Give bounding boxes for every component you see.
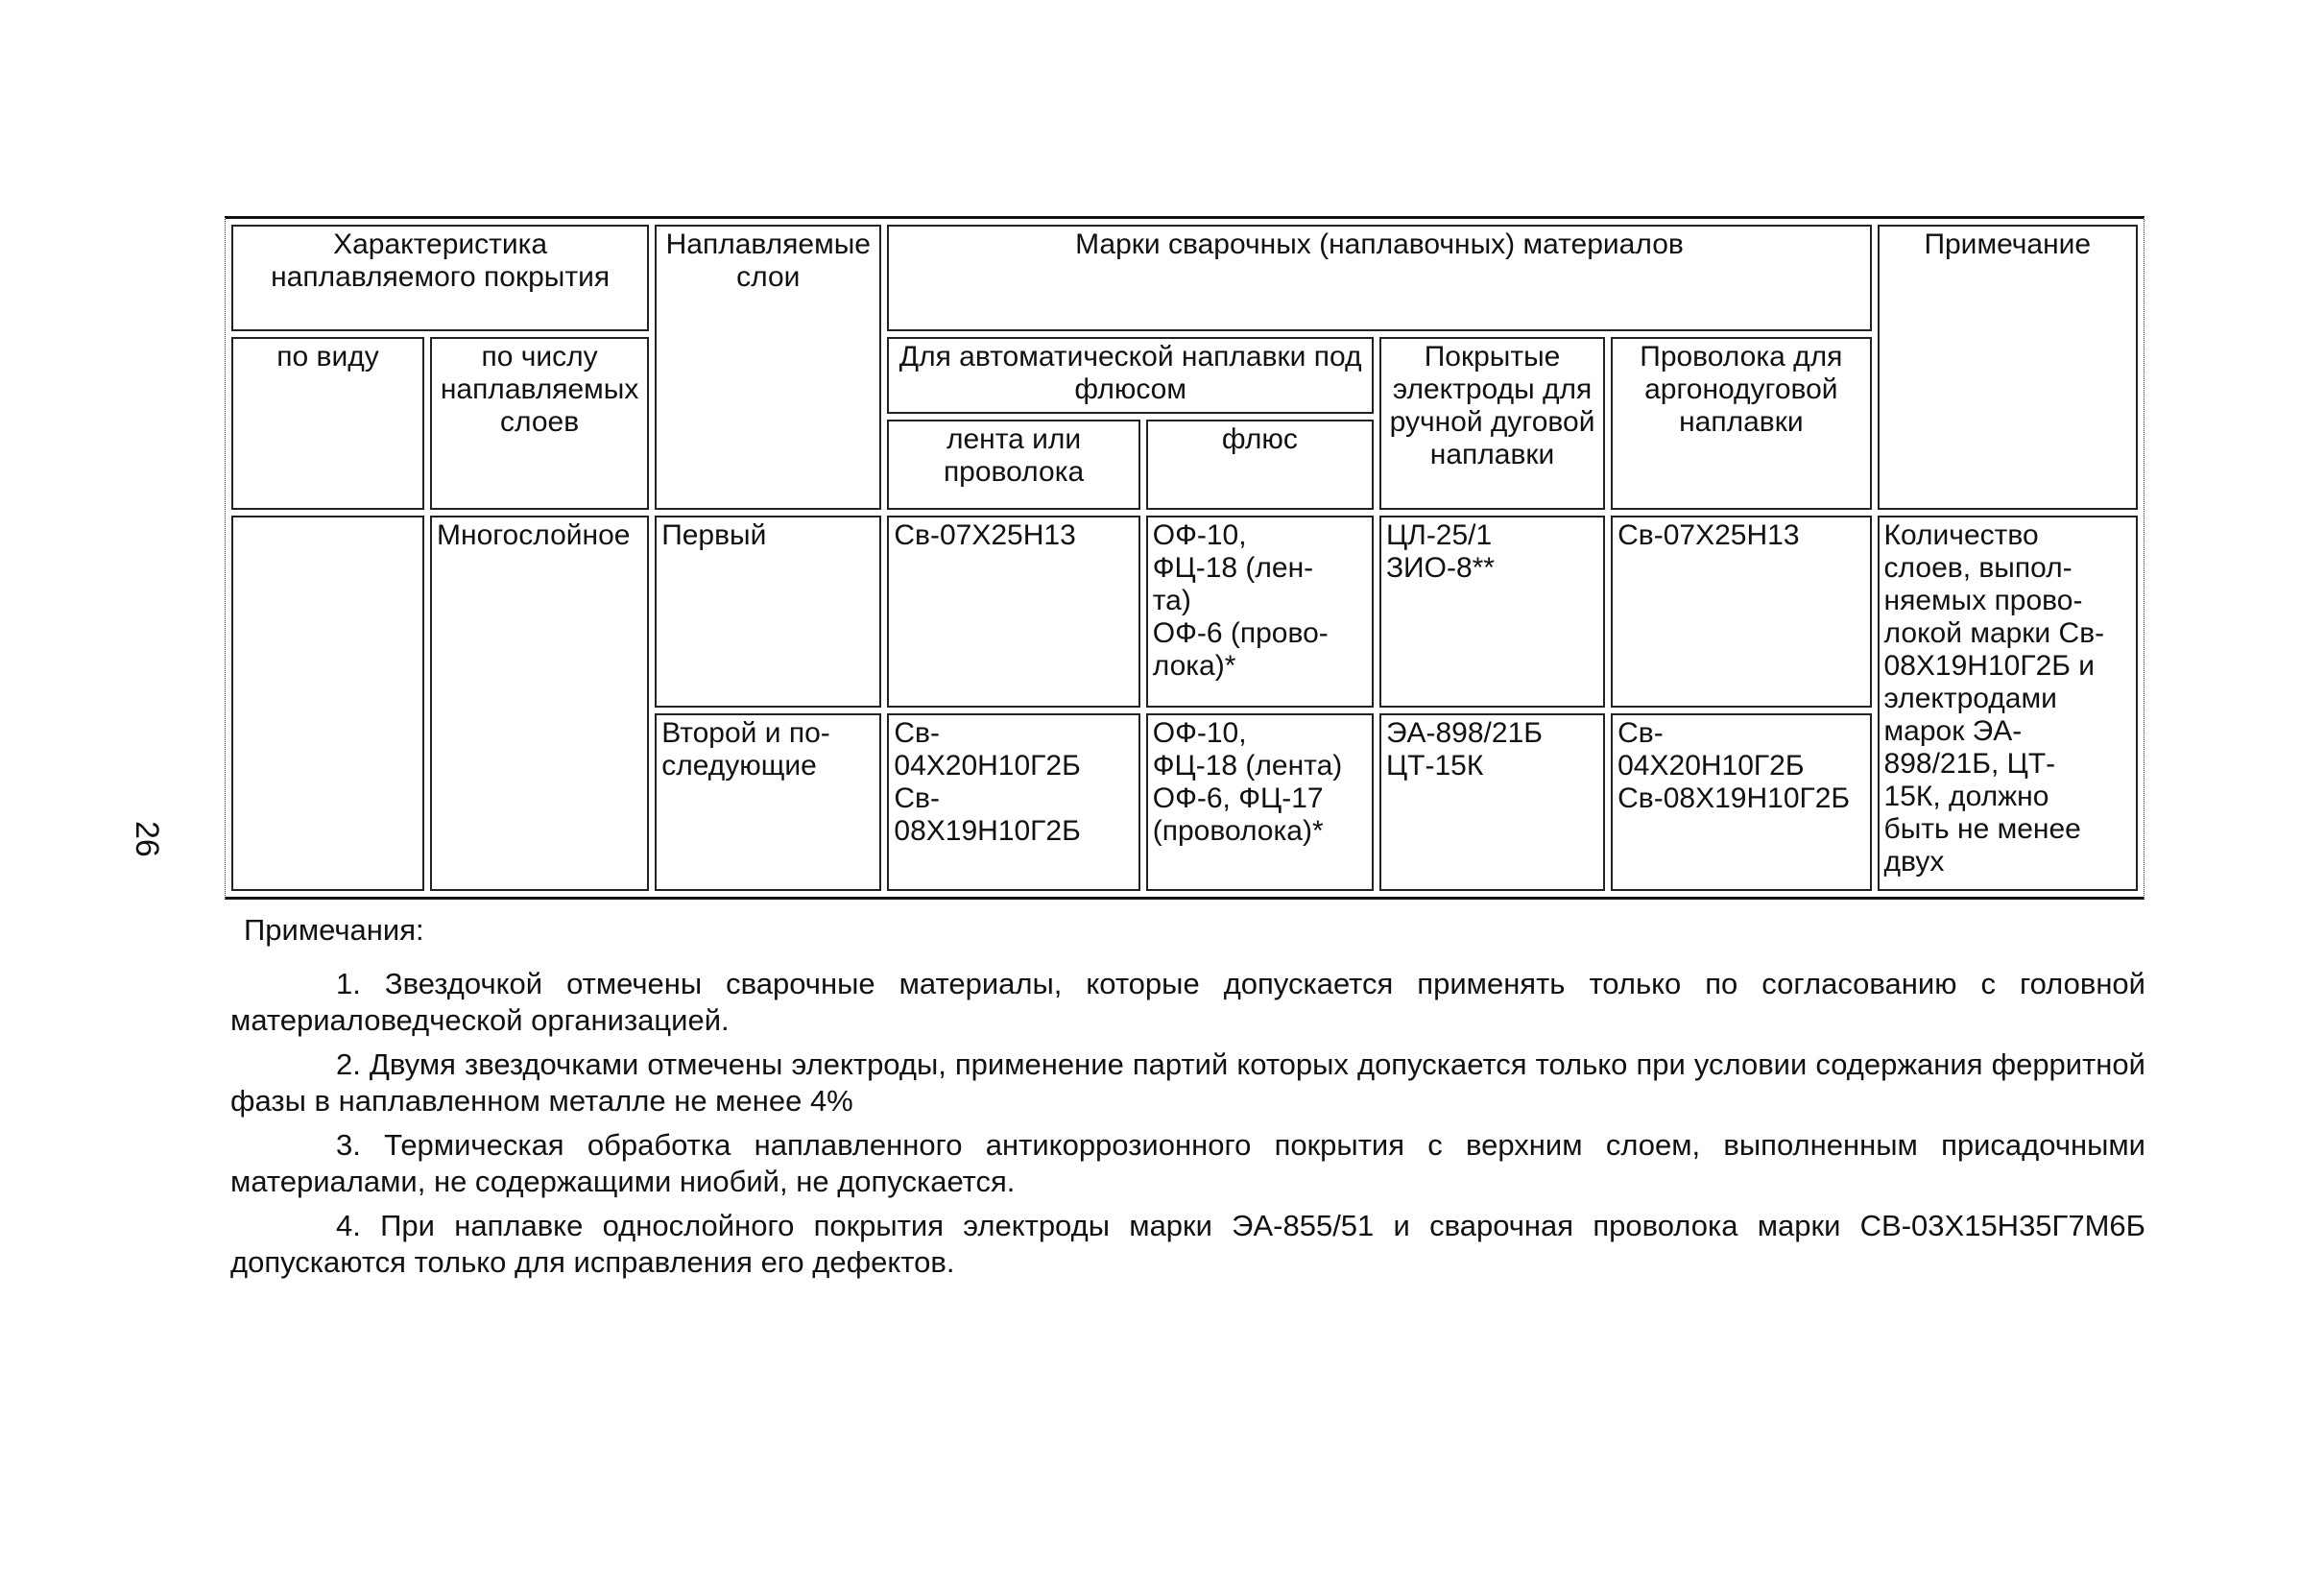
line: электродами xyxy=(1883,682,2057,714)
line: Количество xyxy=(1883,518,2039,551)
line: 898/21Б, ЦТ- xyxy=(1883,747,2056,780)
line: ОФ-6 (прово- xyxy=(1152,616,1329,649)
line: ФЦ-18 (лен- xyxy=(1152,551,1314,584)
header-by-type: по виду xyxy=(231,337,424,510)
cell-second-strip xyxy=(887,713,1139,891)
header-materials: Марки сварочных (наплавочных) материалов xyxy=(887,225,1871,331)
line: марок ЭА- xyxy=(1883,714,2023,747)
note-item-4: 4. При наплавке однослойного покрытия электроды марки ЭА-855/51 и сварочная проволока марки СВ-03Х15Н35Г7М6Б допускаются только для исправления его дефектов. xyxy=(230,1209,2145,1279)
line: лока)* xyxy=(1152,649,1236,682)
notes-heading: Примечания: xyxy=(244,913,424,947)
cell-second-electrodes xyxy=(1379,713,1605,891)
note-item-2: 2. Двумя звездочками отмечены электроды, применение партий которых допускается только при условии содержания ферритной фазы в наплавленном металле не менее 4% xyxy=(230,1047,2145,1118)
header-flux: флюс xyxy=(1146,420,1374,510)
line: 15К, должно xyxy=(1883,780,2049,812)
header-characteristic: Характеристика наплавляемого покрытия xyxy=(231,225,649,331)
note-item-3: 3. Термическая обработка наплавленного антикоррозионного покрытия с верхним слоем, выполненным присадочными материалами, не содержащими ниобий, не допускается. xyxy=(230,1128,2145,1198)
line: няемых прово- xyxy=(1883,584,2083,616)
header-automatic: Для автоматической наплавки под флюсом xyxy=(887,337,1374,414)
cell-note xyxy=(1878,516,2138,891)
line: двух xyxy=(1883,845,1945,878)
line: ЭА-898/21Б xyxy=(1385,717,1543,750)
line: 04Х20Н10Г2Б xyxy=(1617,750,1805,782)
line: Св-08Х19Н10Г2Б xyxy=(1617,782,1851,815)
line: ЗИО-8** xyxy=(1385,551,1495,584)
line: быть не менее xyxy=(1883,812,2081,845)
line: та) xyxy=(1152,584,1191,616)
header-by-layers: по числу наплавляемых слоев xyxy=(430,337,649,510)
line: Второй и по- xyxy=(661,717,830,750)
cell-second-argon xyxy=(1611,713,1871,891)
line: Св- xyxy=(1617,717,1664,750)
line: 08Х19Н10Г2Б xyxy=(894,815,1081,848)
line: Св- xyxy=(894,782,940,815)
notes-section xyxy=(230,912,2145,1288)
line: 04Х20Н10Г2Б xyxy=(894,750,1081,782)
materials-table xyxy=(225,216,2144,900)
line: ОФ-10, xyxy=(1152,518,1247,551)
line: 08Х19Н10Г2Б и xyxy=(1883,649,2096,682)
line: ОФ-10, xyxy=(1152,717,1247,750)
cell-multilayer: Многослойное xyxy=(430,516,649,891)
cell-second-flux xyxy=(1146,713,1374,891)
cell-by-type xyxy=(231,516,424,891)
cell-first-flux xyxy=(1146,516,1374,708)
header-argon-wire: Проволока для аргонодуговой наплавки xyxy=(1611,337,1871,510)
header-strip-wire: лента или проволока xyxy=(887,420,1139,510)
line: локой марки Св- xyxy=(1883,616,2105,649)
header-note: Примечание xyxy=(1878,225,2138,510)
page-number: 26 xyxy=(129,821,165,857)
header-layers: Наплавляемые слои xyxy=(655,225,881,510)
line: Св- xyxy=(894,717,940,750)
note-item-1: 1. Звездочкой отмечены сварочные материалы, которые допускается применять только по согласованию с головной материаловедческой организацией. xyxy=(230,967,2145,1037)
line: ЦЛ-25/1 xyxy=(1385,518,1493,551)
cell-first-strip: Св-07Х25Н13 xyxy=(887,516,1139,708)
line: слоев, выпол- xyxy=(1883,551,2072,584)
line: (проволока)* xyxy=(1152,815,1324,848)
cell-first-argon: Св-07Х25Н13 xyxy=(1611,516,1871,708)
line: следующие xyxy=(661,750,817,782)
line: ЦТ-15К xyxy=(1385,750,1484,782)
line: ОФ-6, ФЦ-17 xyxy=(1152,782,1324,815)
line: ФЦ-18 (лента) xyxy=(1152,750,1343,782)
cell-first-electrodes xyxy=(1379,516,1605,708)
header-electrodes: Покрытые электроды для ручной дуговой наплавки xyxy=(1379,337,1605,510)
cell-first-layer: Первый xyxy=(655,516,881,708)
cell-second-layer xyxy=(655,713,881,891)
